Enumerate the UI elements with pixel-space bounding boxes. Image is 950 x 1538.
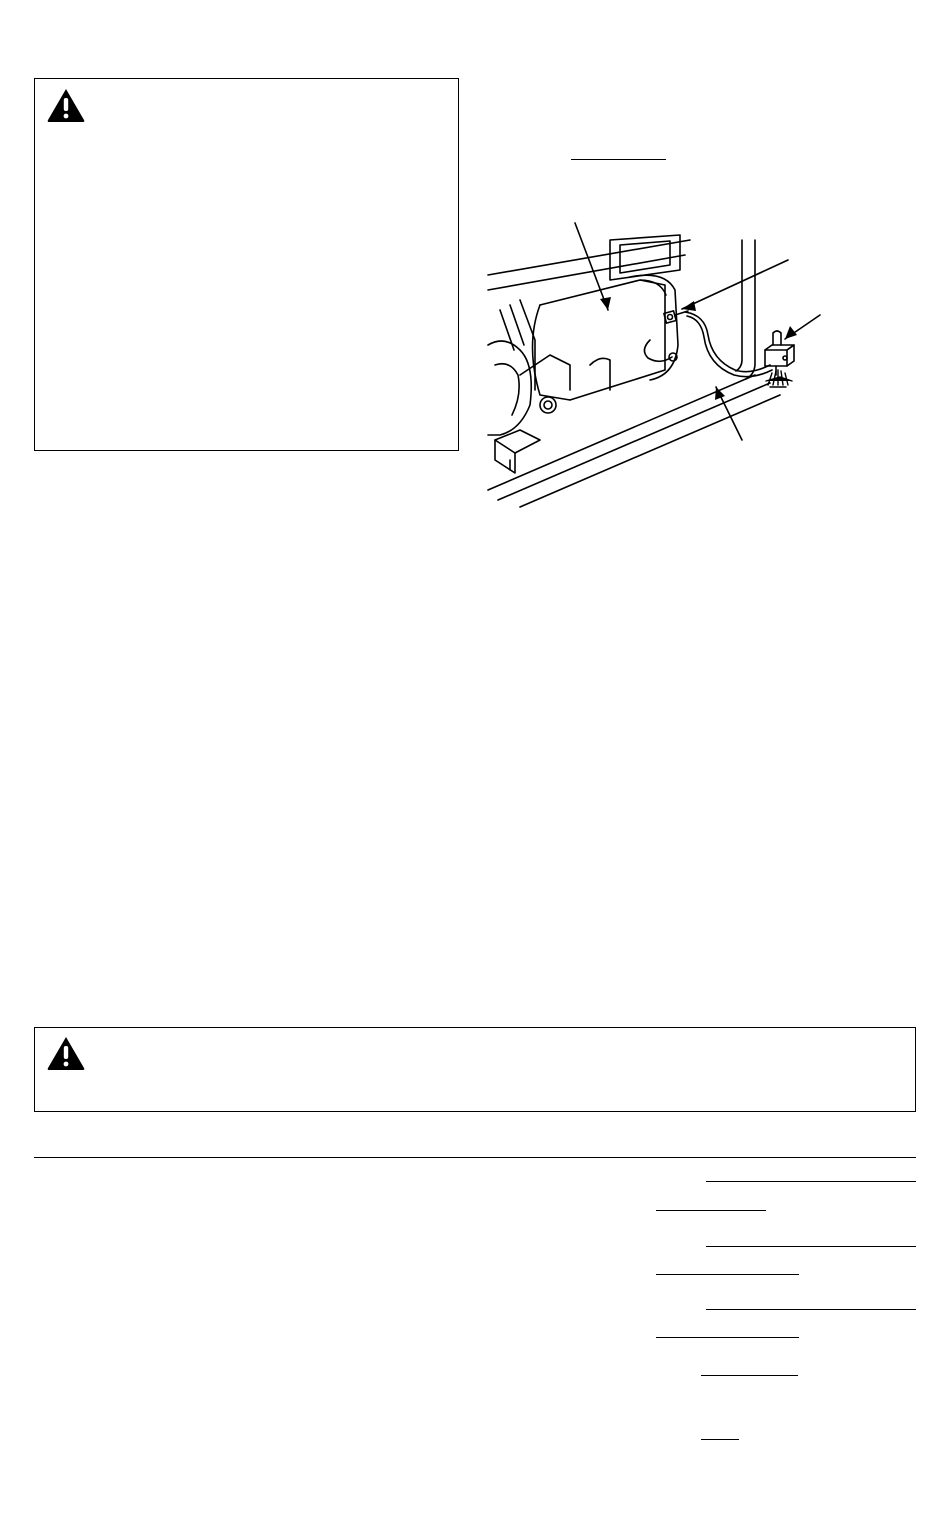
spec-underline-5 xyxy=(701,1439,739,1440)
spec-underline-1b xyxy=(656,1210,766,1211)
figure-caption-underline xyxy=(571,159,666,160)
spec-underline-1a xyxy=(706,1181,916,1182)
spec-underline-3b xyxy=(656,1337,799,1338)
section-divider xyxy=(34,1157,916,1158)
warning-box-top xyxy=(34,78,459,451)
spec-underline-2b xyxy=(656,1274,799,1275)
warning-triangle-icon xyxy=(46,1035,86,1071)
warning-box-bottom xyxy=(34,1027,916,1112)
spec-underline-3a xyxy=(706,1309,916,1310)
warning-triangle-icon xyxy=(46,87,86,123)
spec-underline-4 xyxy=(701,1375,798,1376)
spec-underline-2a xyxy=(706,1246,916,1247)
generator-grounding-figure xyxy=(480,215,830,515)
